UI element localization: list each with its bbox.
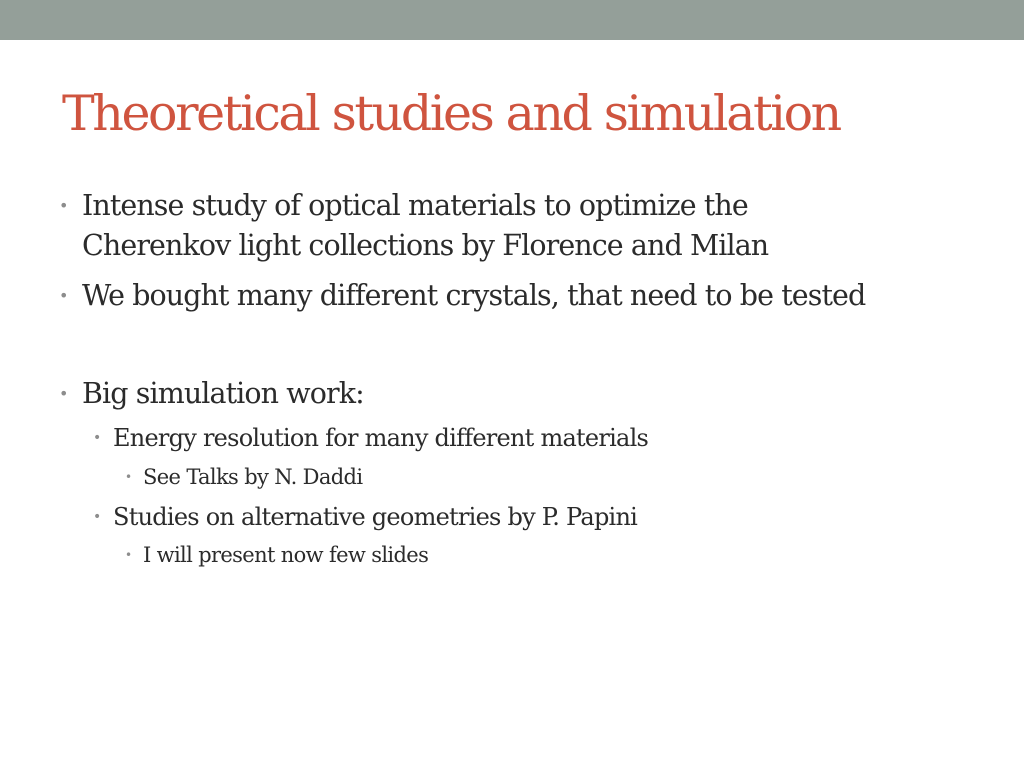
bullet-icon: • <box>59 384 68 403</box>
bullet-item-optical-materials <box>59 186 769 266</box>
slide-title: Theoretical studies and simulation <box>62 85 840 142</box>
bullet-text-line: Cherenkov light collections by Florence and Milan <box>82 229 769 262</box>
bullet-icon: • <box>125 470 132 484</box>
bullet-item-crystals <box>59 276 866 316</box>
sub-bullet-geometries <box>93 501 638 533</box>
bullet-text-line: Big simulation work: <box>82 377 364 410</box>
sub-sub-bullet-text: I will present now few slides <box>143 543 429 567</box>
sub-bullet-energy-resolution <box>93 422 649 454</box>
bullet-text-line: We bought many different crystals, that need to be tested <box>82 279 866 312</box>
sub-bullet-text: Studies on alternative geometries by P. Papini <box>113 503 638 531</box>
sub-sub-bullet-talks <box>125 463 363 491</box>
sub-sub-bullet-text: See Talks by N. Daddi <box>143 465 363 489</box>
bullet-icon: • <box>59 196 68 215</box>
bullet-text-line: Intense study of optical materials to optimize the <box>82 189 748 222</box>
bullet-icon: • <box>125 548 132 562</box>
bullet-icon: • <box>93 509 101 525</box>
bullet-icon: • <box>93 430 101 446</box>
bullet-icon: • <box>59 286 68 305</box>
bullet-item-simulation <box>59 374 364 414</box>
sub-sub-bullet-slides <box>125 541 429 569</box>
sub-bullet-text: Energy resolution for many different materials <box>113 424 649 452</box>
